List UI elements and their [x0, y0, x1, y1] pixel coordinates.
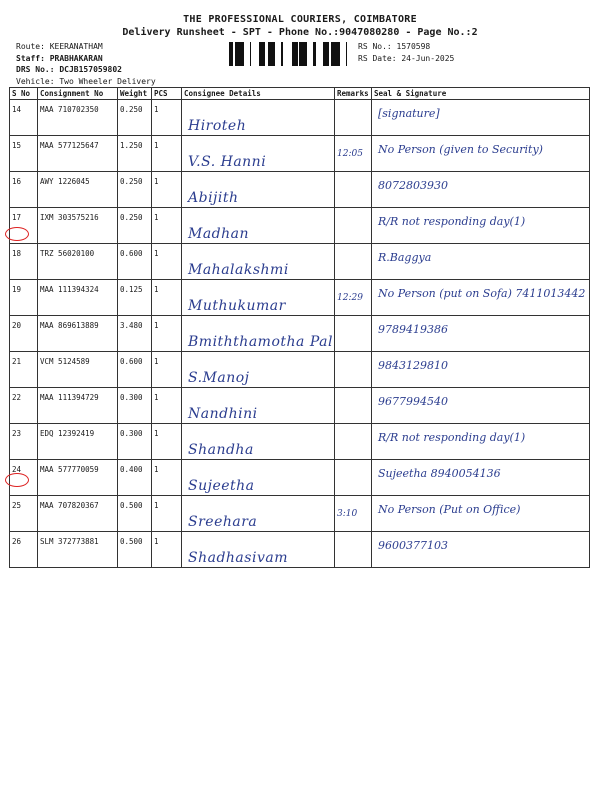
weight-cell: 0.400: [118, 460, 152, 496]
rs-date: RS Date: 24-Jun-2025: [358, 54, 455, 63]
consignee-handwriting: S.Manoj: [188, 370, 250, 386]
remarks-cell: [335, 460, 372, 496]
remarks-cell: [335, 532, 372, 568]
consignment-cell: MAA 707820367: [38, 496, 118, 532]
signature-handwriting: No Person (Put on Office): [378, 503, 521, 516]
remarks-cell: [335, 424, 372, 460]
consignee-handwriting: V.S. Hanni: [188, 154, 267, 170]
table-row: [10, 244, 590, 280]
table-row: [10, 208, 590, 244]
consignee-handwriting: Sreehara: [188, 514, 258, 530]
runsheet-info: [16, 41, 156, 87]
red-circle-mark: [5, 473, 29, 487]
remarks-cell: [335, 172, 372, 208]
col-remarks: Remarks: [335, 88, 372, 100]
remarks-cell: [335, 496, 372, 532]
barcode-bar: [274, 42, 275, 66]
weight-cell: 0.250: [118, 208, 152, 244]
table-row: [10, 496, 590, 532]
pcs-cell: 1: [152, 496, 182, 532]
weight-cell: 0.125: [118, 280, 152, 316]
col-sno: S No: [10, 88, 38, 100]
consignee-cell: [182, 496, 335, 532]
remarks-handwriting: 12:05: [337, 149, 363, 159]
pcs-cell: 1: [152, 208, 182, 244]
signature-handwriting: 9600377103: [378, 539, 448, 552]
barcode-bar: [331, 42, 334, 66]
consignment-cell: MAA 577125647: [38, 136, 118, 172]
consignee-cell: [182, 424, 335, 460]
consignee-cell: [182, 100, 335, 136]
table-row: [10, 316, 590, 352]
staff: Staff: PRABHAKARAN: [16, 53, 103, 63]
consignment-cell: MAA 577770059: [38, 460, 118, 496]
consignee-handwriting: Madhan: [188, 226, 250, 242]
consignee-handwriting: Shandha: [188, 442, 254, 458]
table-row: [10, 280, 590, 316]
barcode-bar: [335, 42, 337, 66]
sno-cell: 22: [10, 388, 38, 424]
barcode-bar: [299, 42, 301, 66]
barcode-bar: [323, 42, 325, 66]
consignee-handwriting: Muthukumar: [188, 298, 286, 314]
signature-handwriting: R.Baggya: [378, 251, 432, 264]
consignment-cell: IXM 303575216: [38, 208, 118, 244]
rs-info: [358, 41, 454, 65]
barcode-bar: [263, 42, 265, 66]
weight-cell: 0.500: [118, 496, 152, 532]
consignee-cell: [182, 352, 335, 388]
barcode-bar: [229, 42, 232, 66]
barcode-bar: [301, 42, 304, 66]
signature-handwriting: [signature]: [378, 107, 440, 120]
consignment-cell: MAA 111394729: [38, 388, 118, 424]
consignment-cell: MAA 111394324: [38, 280, 118, 316]
signature-handwriting: Sujeetha 8940054136: [378, 467, 501, 480]
pcs-cell: 1: [152, 244, 182, 280]
sno-cell: 18: [10, 244, 38, 280]
signature-cell: [372, 172, 590, 208]
pcs-cell: 1: [152, 172, 182, 208]
barcode-bar: [292, 42, 293, 66]
remarks-handwriting: 3:10: [337, 509, 358, 519]
remarks-cell: [335, 208, 372, 244]
barcode-bar: [313, 42, 316, 66]
table-header-row: [10, 88, 590, 100]
barcode-bar: [241, 42, 244, 66]
pcs-cell: 1: [152, 280, 182, 316]
table-row: [10, 352, 590, 388]
barcode-bar: [305, 42, 307, 66]
col-weight: Weight: [118, 88, 152, 100]
consignee-cell: [182, 136, 335, 172]
signature-cell: [372, 388, 590, 424]
route: Route: KEERANATHAM: [16, 42, 103, 51]
sno-cell: 24: [10, 460, 38, 496]
barcode-bar: [262, 42, 263, 66]
barcode-bar: [259, 42, 262, 66]
consignment-cell: AWY 1226045: [38, 172, 118, 208]
signature-cell: [372, 532, 590, 568]
remarks-cell: [335, 136, 372, 172]
signature-cell: [372, 100, 590, 136]
weight-cell: 3.480: [118, 316, 152, 352]
consignee-handwriting: Mahalakshmi: [188, 262, 289, 278]
sno-cell: 20: [10, 316, 38, 352]
barcode-bar: [239, 42, 241, 66]
signature-cell: [372, 280, 590, 316]
barcode-bar: [269, 42, 271, 66]
barcode-bar: [238, 42, 239, 66]
signature-handwriting: 9843129810: [378, 359, 448, 372]
table-row: [10, 172, 590, 208]
consignee-cell: [182, 208, 335, 244]
runsheet-table: [9, 87, 590, 568]
red-circle-mark: [5, 227, 29, 241]
sno-cell: 17: [10, 208, 38, 244]
signature-cell: [372, 208, 590, 244]
consignee-handwriting: Hiroteh: [188, 118, 247, 134]
barcode-bar: [281, 42, 283, 66]
sno-cell: 23: [10, 424, 38, 460]
barcode-bar: [293, 42, 295, 66]
consignee-cell: [182, 316, 335, 352]
vehicle: Vehicle: Two Wheeler Delivery: [16, 76, 156, 86]
consignee-cell: [182, 280, 335, 316]
signature-cell: [372, 460, 590, 496]
col-consignee: Consignee Details: [182, 88, 335, 100]
barcode-bar: [334, 42, 335, 66]
pcs-cell: 1: [152, 100, 182, 136]
barcode-bar: [295, 42, 298, 66]
consignee-cell: [182, 460, 335, 496]
barcode-bar: [271, 42, 274, 66]
remarks-cell: [335, 316, 372, 352]
signature-handwriting: No Person (put on Sofa) 7411013442: [378, 287, 586, 300]
consignment-cell: SLM 372773881: [38, 532, 118, 568]
barcode-bar: [235, 42, 238, 66]
consignee-handwriting: Sujeetha: [188, 478, 255, 494]
col-consignment: Consignment No: [38, 88, 118, 100]
remarks-cell: [335, 244, 372, 280]
col-pcs: PCS: [152, 88, 182, 100]
remarks-cell: [335, 388, 372, 424]
barcode: [229, 42, 351, 66]
table-row: [10, 424, 590, 460]
signature-handwriting: 9677994540: [378, 395, 448, 408]
weight-cell: 0.500: [118, 532, 152, 568]
signature-handwriting: 9789419386: [378, 323, 448, 336]
sno-cell: 26: [10, 532, 38, 568]
barcode-bar: [268, 42, 269, 66]
barcode-bar: [232, 42, 233, 66]
sno-cell: 21: [10, 352, 38, 388]
weight-cell: 0.250: [118, 100, 152, 136]
sno-cell: 14: [10, 100, 38, 136]
consignee-handwriting: Bmiththamotha Pal: [188, 334, 333, 350]
sno-cell: 16: [10, 172, 38, 208]
rs-number: RS No.: 1570598: [358, 42, 431, 51]
table-row: [10, 136, 590, 172]
barcode-bar: [304, 42, 305, 66]
pcs-cell: 1: [152, 532, 182, 568]
pcs-cell: 1: [152, 316, 182, 352]
consignee-cell: [182, 388, 335, 424]
signature-handwriting: R/R not responding day(1): [378, 215, 526, 228]
consignment-cell: MAA 710702350: [38, 100, 118, 136]
consignee-handwriting: Nandhini: [188, 406, 258, 422]
remarks-cell: [335, 280, 372, 316]
consignment-cell: EDQ 12392419: [38, 424, 118, 460]
runsheet-title: Delivery Runsheet - SPT - Phone No.:9047080280 - Page No.:2: [122, 27, 478, 38]
barcode-bar: [328, 42, 329, 66]
barcode-bar: [250, 42, 251, 66]
remarks-handwriting: 12:29: [337, 293, 363, 303]
weight-cell: 0.600: [118, 244, 152, 280]
consignee-cell: [182, 532, 335, 568]
consignment-cell: TRZ 56020100: [38, 244, 118, 280]
company-title: THE PROFESSIONAL COURIERS, COIMBATORE: [183, 14, 417, 25]
remarks-cell: [335, 352, 372, 388]
pcs-cell: 1: [152, 388, 182, 424]
consignee-handwriting: Shadhasivam: [188, 550, 288, 566]
table-row: [10, 388, 590, 424]
signature-cell: [372, 244, 590, 280]
consignee-cell: [182, 244, 335, 280]
table-row: [10, 532, 590, 568]
signature-cell: [372, 496, 590, 532]
weight-cell: 0.300: [118, 424, 152, 460]
sno-cell: 15: [10, 136, 38, 172]
barcode-bar: [346, 42, 347, 66]
pcs-cell: 1: [152, 352, 182, 388]
consignment-cell: VCM 5124589: [38, 352, 118, 388]
drs-number: DRS No.: DCJB157059802: [16, 65, 122, 74]
sno-cell: 25: [10, 496, 38, 532]
consignment-cell: MAA 869613889: [38, 316, 118, 352]
col-signature: Seal & Signature: [372, 88, 590, 100]
signature-cell: [372, 424, 590, 460]
consignee-handwriting: Abijith: [188, 190, 239, 206]
consignee-cell: [182, 172, 335, 208]
signature-cell: [372, 136, 590, 172]
signature-cell: [372, 316, 590, 352]
sno-cell: 19: [10, 280, 38, 316]
pcs-cell: 1: [152, 136, 182, 172]
pcs-cell: 1: [152, 460, 182, 496]
remarks-cell: [335, 100, 372, 136]
weight-cell: 0.300: [118, 388, 152, 424]
signature-handwriting: R/R not responding day(1): [378, 431, 526, 444]
weight-cell: 0.250: [118, 172, 152, 208]
table-row: [10, 460, 590, 496]
barcode-bar: [325, 42, 328, 66]
table-row: [10, 100, 590, 136]
barcode-bar: [337, 42, 340, 66]
weight-cell: 1.250: [118, 136, 152, 172]
pcs-cell: 1: [152, 424, 182, 460]
weight-cell: 0.600: [118, 352, 152, 388]
signature-cell: [372, 352, 590, 388]
signature-handwriting: 8072803930: [378, 179, 448, 192]
signature-handwriting: No Person (given to Security): [378, 143, 543, 156]
